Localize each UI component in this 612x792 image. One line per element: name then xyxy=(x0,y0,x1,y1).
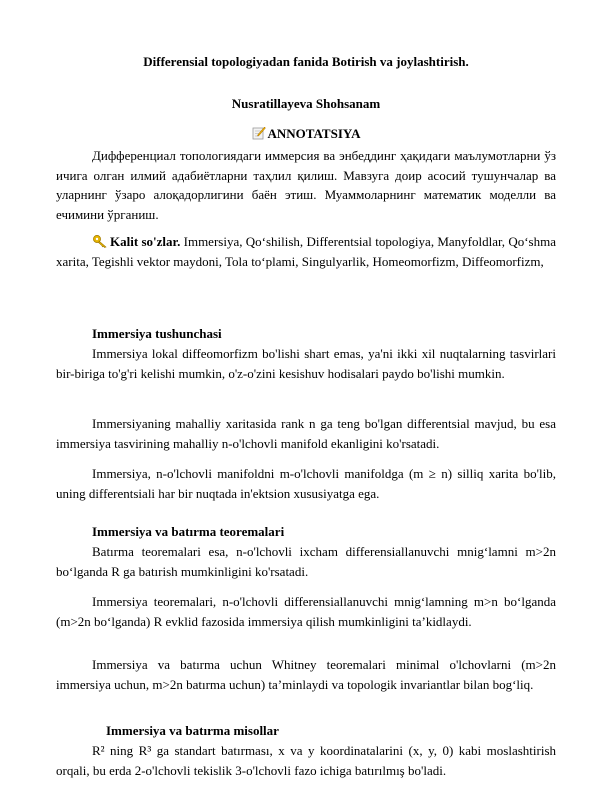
section-heading-examples: Immersiya va batırma misollar xyxy=(106,723,279,738)
section2-paragraph-2: Immersiya teoremalari, n-o'lchovli differensiallanuvchi mnig‘lamning m>n bo‘lganda (m>2n bo‘lganda) R evklid fazosida immersiya qilish mumkinligini ta’kidlaydi. xyxy=(56,594,556,629)
section1-paragraph-2: Immersiyaning mahalliy xaritasida rank n ga teng bo'lgan differentsial mavjud, bu esa immersiya tasvirining mahalliy n-o'lchovli manifold ekanligini ko'rsatadi. xyxy=(56,416,556,451)
section3-paragraph-1: R² ning R³ ga standart batırması, x va y koordinatalarini (x, y, 0) kabi moslashtirish orqali, bu erda 2-o'lchovli tekislik 3-o'lchovli fazo ichiga batırılmış bo'ladi. xyxy=(56,743,556,778)
section2-paragraph-3: Immersiya va batırma uchun Whitney teoremalari minimal o'lchovlarni (m>2n immersiya uchun, m>2n batırma uchun) ta’minlaydi va topologik invariantlar bilan bog‘liq. xyxy=(56,657,556,692)
memo-icon xyxy=(252,126,266,140)
keywords-label: Kalit so'zlar. xyxy=(110,234,181,249)
document-title: Differensial topologiyadan fanida Botirish va joylashtirish. xyxy=(143,54,469,69)
key-icon xyxy=(92,234,108,248)
annotation-paragraph: Дифференциал тополoгиядаги иммерсия ва энбеддинг ҳақидаги маълумотларни ўз ичига олган илмий адабиётларни таҳлил қилиш. Мавзуга доир асосий тушунчалар ва уларнинг ўзаро алоқадорлигини баён этиш. Муаммоларнинг математик моделли ва ечимини ўрганиш. xyxy=(56,148,556,222)
keywords-paragraph xyxy=(56,232,556,271)
annotation-heading-text: ANNOTATSIYA xyxy=(267,126,361,141)
section1-paragraph-3: Immersiya, n-o'lchovli manifoldni m-o'lchovli manifoldga (m ≥ n) silliq xarita bo'lib, uning differentsiali har bir nuqtada in'ektsion xususiyatga ega. xyxy=(56,466,556,501)
keywords-text: Immersiya, Qo‘shilish, Differentsial topologiya, Manyfoldlar, Qo‘shma xarita, Tegishli vektor maydoni, Tola to‘plami, Singulyarlik, Homeomorfizm, Diffeomorfizm, xyxy=(56,234,557,269)
annotation-heading xyxy=(0,126,612,142)
section1-paragraph-1: Immersiya lokal diffeomorfizm bo'lishi shart emas, ya'ni ikki xil nuqtalarning tasvirlari bir-biriga to'g'ri kelishi mumkin, o'z-o'zini kesishuv hodisalari paydo bo'lishi mumkin. xyxy=(56,346,556,381)
author-name: Nusratillayeva Shohsanam xyxy=(231,96,381,111)
section-heading-embedding-theorems: Immersiya va batırma teoremalari xyxy=(92,524,285,539)
section-heading-immersion-concept: Immersiya tushunchasi xyxy=(92,326,222,341)
section2-paragraph-1: Batırma teoremalari esa, n-o'lchovli ixcham differensiallanuvchi mnig‘lamni m>2n bo‘lganda R ga batırish mumkinligini ko'rsatadi. xyxy=(56,544,556,579)
